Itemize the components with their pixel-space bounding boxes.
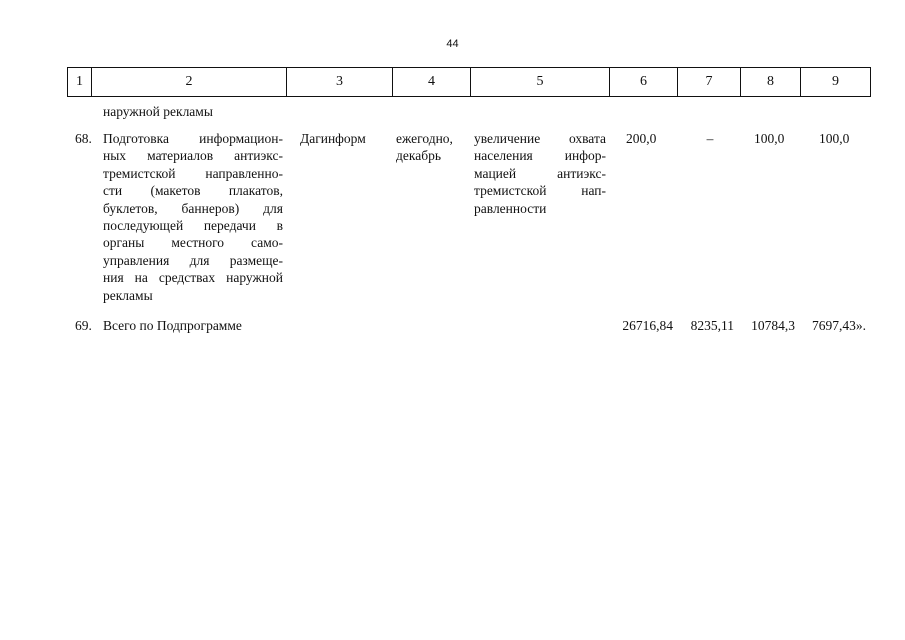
column-header-8: 8 [741, 68, 801, 97]
column-header-1: 1 [68, 68, 92, 97]
row-68-description-line: тремистской направленно- [103, 165, 283, 181]
row-69-col7: 8235,11 [690, 318, 734, 333]
row-69-col6: 26716,84 [622, 318, 673, 333]
row-68-result-line: увеличение охвата [474, 131, 606, 146]
column-header-5: 5 [471, 68, 610, 97]
row-68-description-line: рекламы [103, 287, 153, 303]
column-header-row [67, 67, 871, 97]
row-68-description-line: буклетов, баннеров) для [103, 200, 283, 216]
page-number: 44 [446, 38, 459, 50]
row-68-description-line: последующей передачи в [103, 218, 283, 234]
row-68-description-line: Подготовка информацион- [103, 131, 283, 146]
row-68-description [103, 130, 283, 304]
row-68-col7: – [706, 131, 714, 146]
row-68-term [396, 130, 464, 165]
row-69-col8: 10784,3 [751, 318, 795, 333]
row-68-term-line: декабрь [396, 148, 441, 164]
column-header-7: 7 [678, 68, 741, 97]
row-68-col9: 100,0 [819, 131, 850, 146]
row-68-description-line: управления для размеще- [103, 252, 283, 268]
row-68-description-line: ния на средствах наружной [103, 270, 283, 286]
row-69-col9: 7697,43». [812, 318, 866, 333]
row-68-executor: Дагинформ [300, 131, 366, 146]
row-68-description-line: органы местного само- [103, 235, 283, 251]
row-68-term-line: ежегодно, [396, 131, 453, 146]
row-68-description-line: сти (макетов плакатов, [103, 183, 283, 199]
continuation-text: наружной рекламы [103, 104, 213, 119]
row-68-description-line: ных материалов антиэкс- [103, 148, 283, 164]
row-68-result-line: населения инфор- [474, 148, 606, 164]
row-69-number: 69. [75, 318, 92, 333]
column-header-6: 6 [610, 68, 678, 97]
row-69-label: Всего по Подпрограмме [103, 318, 242, 333]
column-header-2: 2 [92, 68, 287, 97]
row-68-result-line: мацией антиэкс- [474, 165, 606, 181]
row-68-result-line: тремистской нап- [474, 183, 606, 199]
row-68-number: 68. [75, 131, 92, 146]
row-68-result-line: равленности [474, 200, 547, 216]
column-header-9: 9 [801, 68, 871, 97]
column-header-3: 3 [287, 68, 393, 97]
row-68-col8: 100,0 [754, 131, 785, 146]
column-header-4: 4 [393, 68, 471, 97]
row-68-col6: 200,0 [626, 131, 657, 146]
row-68-result [474, 130, 606, 217]
